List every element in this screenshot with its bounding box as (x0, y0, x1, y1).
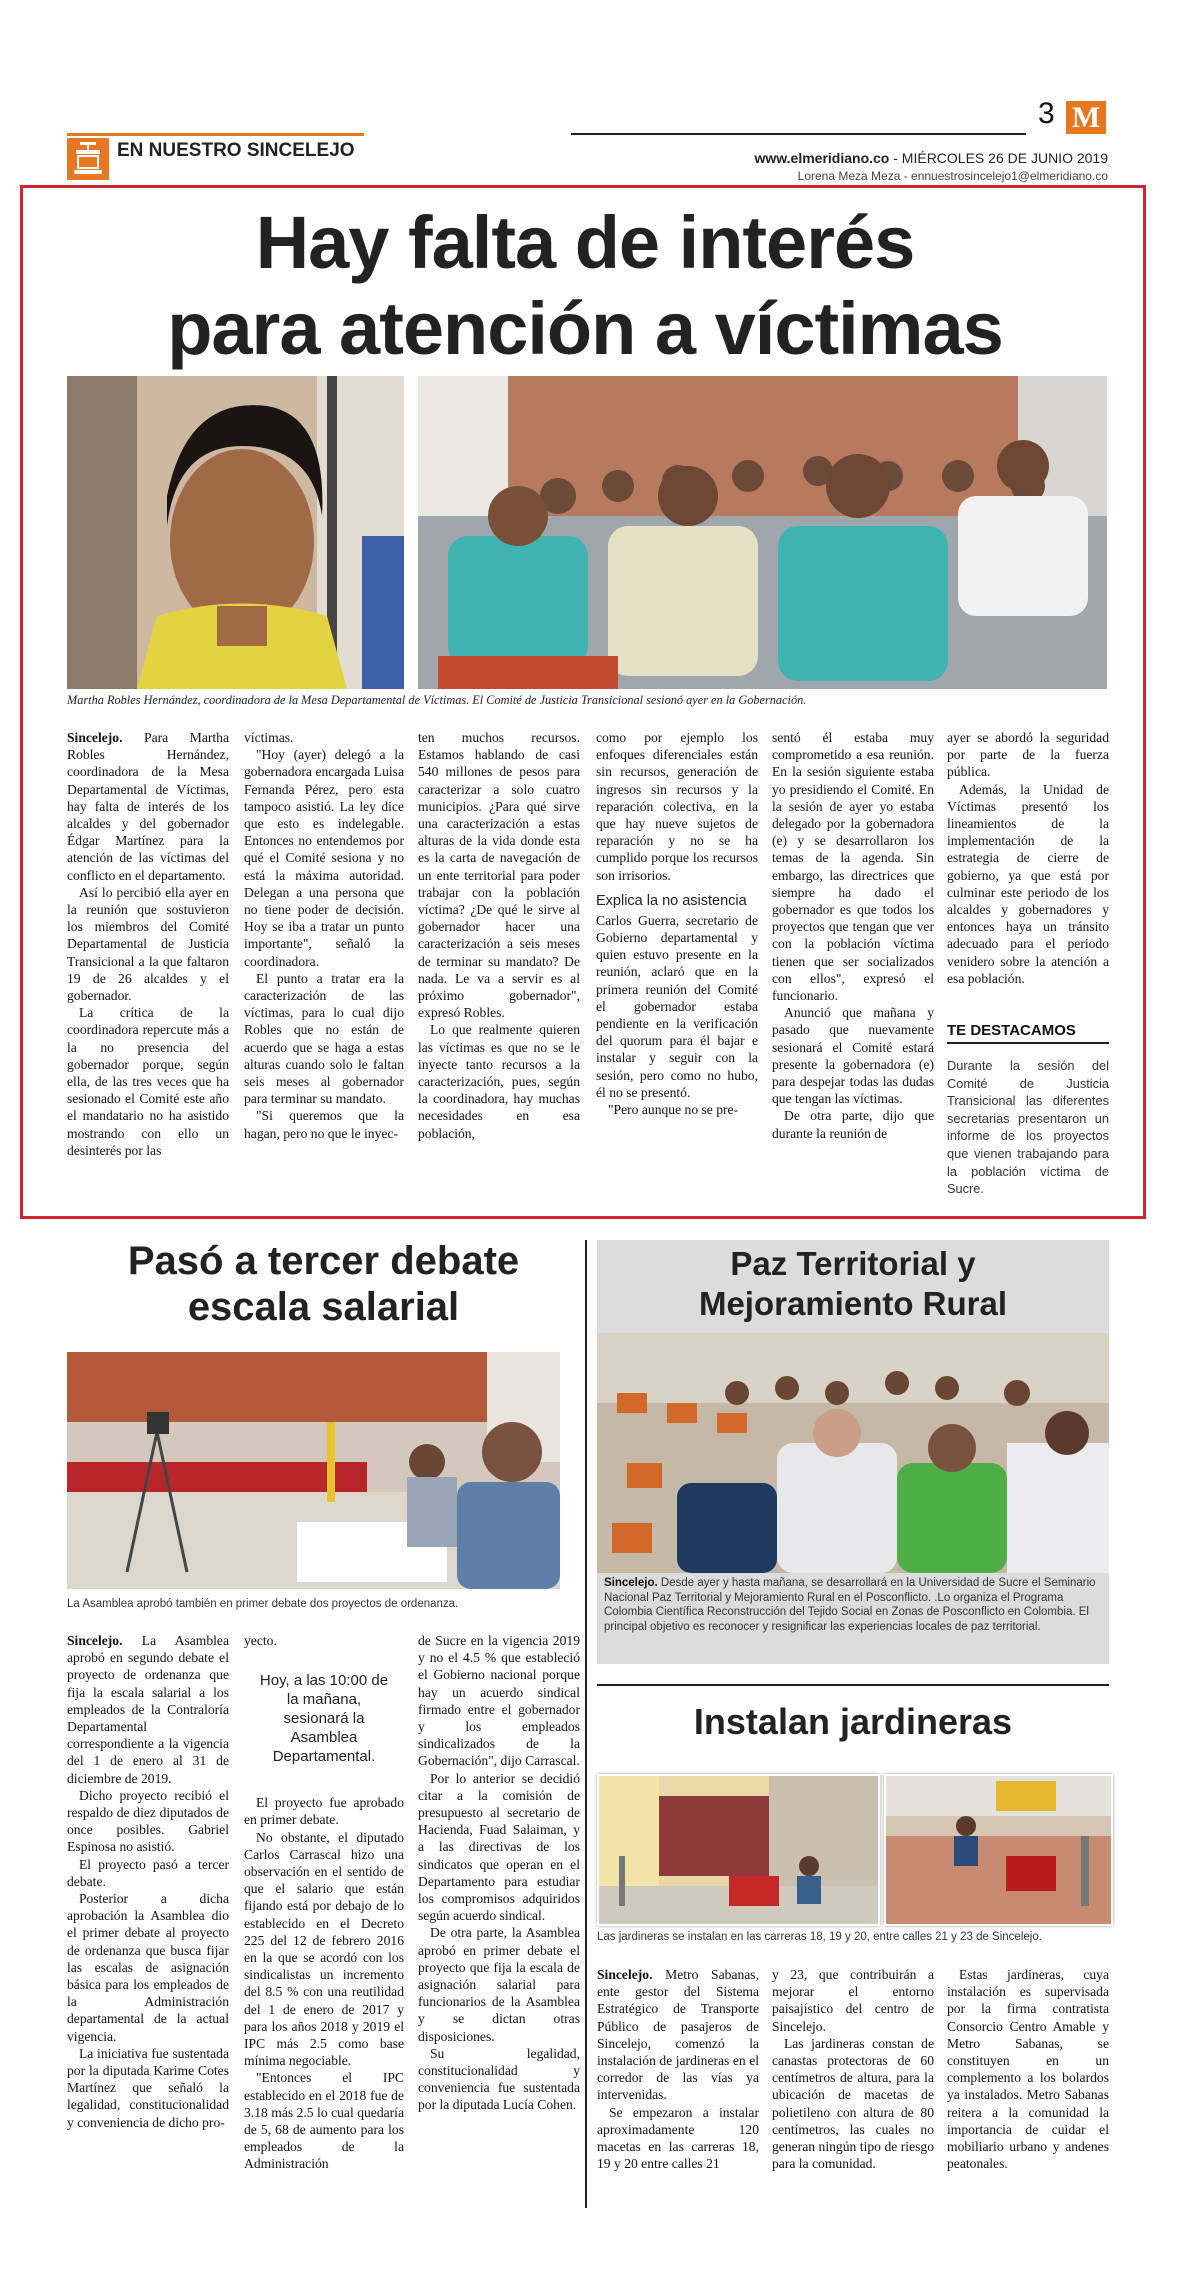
story4-col-3 (947, 1966, 1109, 2172)
main-col-1 (67, 729, 229, 1159)
story2-col3-p4: Su legalidad, constitucionalidad y conveniencia fue sustentada por la diputada Lucía Cohen. (418, 2045, 580, 2113)
story2-col-3 (418, 1632, 580, 2114)
section-bar (67, 133, 364, 136)
main-col2-p2: "Hoy (ayer) delegó a la gobernadora encargada Luisa Fernanda Pérez, pero esta tampoco asistió. La ley dice que esto es indelegable. Entonces no entendemos por qué el Comité sesiona y no está la máxima autoridad. Delegan a una persona que no tiene poder de decisión. Hoy se iba a tratar un punto importante", señaló la coordinadora. (244, 747, 404, 969)
story2-col3-p1: de Sucre en la vigencia 2019 y no el 4.5 % que estableció el Gobierno nacional porque hay un acuerdo sindical firmado entre el gobernador y los empleados sindicalizados de la Gobernación", dijo Carrascal. (418, 1633, 580, 1769)
story2-col-1 (67, 1632, 229, 2131)
byline: Lorena Meza Meza - ennuestrosincelejo1@elmeridiano.co (797, 169, 1108, 183)
date: - MIÉRCOLES 26 DE JUNIO 2019 (889, 150, 1108, 166)
highlight-text: Durante la sesión del Comité de Justicia Transicional las diferentes secretarias presentaron un informe de los proyectos que vienen trabajando para la población víctima de Sucre. (947, 1058, 1109, 1197)
story2-col2-p0: yecto. (244, 1633, 277, 1648)
story2-col3-p2: Por lo anterior se decidió citar a la comisión de presupuesto al secretario de Hacienda, Fuad Salaiman, y a las directivas de los sindicatos que operan en el Departamento para estudiar los compromisos adquiridos según acuerdo sindical. (418, 1770, 580, 1924)
story4-col1-p2: Se empezaron a instalar aproximadamente 120 macetas en las carreras 18, 19 y 20 entre calles 21 (597, 2104, 759, 2172)
story2-col2-p3: "Entonces el IPC establecido en el 2018 fue de 3.18 más 2.5 lo cual quedaría de 5, 68 de aumento para los empleados de la Administración (244, 2070, 404, 2172)
story4-col1-p1: Metro Sabanas, ente gestor del Sistema Estratégico de Transporte Público de pasajeros de Sincelejo, comenzó la instalación de jardineras en el corredor de las vías ya intervenidas. (597, 1967, 759, 2103)
main-col4-p1: como por ejemplo los enfoques diferenciales están sin recursos, generación de ingresos sin recursos y la reparación colectiva, en la que hay nueve sujetos de reparación y no se ha cumplido porque los recursos son irrisorios. (596, 730, 758, 883)
logo: M (1066, 101, 1106, 134)
main-headline-line1: Hay falta de interés (255, 201, 915, 284)
main-headline-line2: para atención a víctimas (167, 287, 1003, 370)
meeting-photo (418, 376, 1107, 689)
story3-caption-text: Desde ayer y hasta mañana, se desarrollará en la Universidad de Sucre el Seminario Nacional Paz Territorial y Mejoramiento Rural en el Posconflicto. .Lo organiza el Programa Colombia Científica Reconstrucción del Tejido Social en Zonas de Posconflicto en Colombia. El principal objetivo es reconocer y resignificar las experiencias locales de paz territorial. (604, 1577, 1096, 1633)
main-col5-p3: De otra parte, dijo que durante la reunión de (772, 1108, 934, 1141)
main-col2-p3: El punto a tratar era la caracterización de las víctimas, para lo cual dijo Robles que no están de acuerdo que se haga a estas alturas cuando solo le faltan seis meses al gobernador para terminar su mandato. (244, 970, 404, 1107)
story2-headline (67, 1238, 580, 1330)
main-col1-p2: Así lo percibió ella ayer en la reunión que sostuvieron los miembros del Comité Departamental de Justicia Transicional a la que faltaron 19 de 26 alcaldes y el gobernador. (67, 884, 229, 1004)
main-col6-p1: ayer se abordó la seguridad por parte de la fuerza pública. (947, 730, 1109, 780)
main-col4-p3: "Pero aunque no se pre- (608, 1102, 739, 1118)
story4-col3-p1: Estas jardineras, cuya instalación es supervisada por la firma contratista Consorcio Centro Amable y Metro Sabanas, se constituyen en un complemento a los bolardos ya instalados. Metro Sabanas reitera a la comunidad la importancia de cuidar el mobiliario urbano y andenes peatonales. (947, 1967, 1109, 2172)
main-col1-p3: La crítica de la coordinadora repercute más a la no presencia del gobernador porque, según ella, de las tres veces que ha sesionado el Comité este año el mandatario no ha asistido mostrando con ello un desinterés por las (67, 1005, 229, 1158)
story4-col-2 (772, 1966, 934, 2172)
story2-col-2 (244, 1632, 404, 2173)
main-col-2 (244, 729, 404, 1142)
planters-photo-1 (597, 1774, 880, 1926)
story3-headline (597, 1244, 1109, 1324)
main-col3-p2: Lo que realmente quieren las víctimas es que no se le inyecte tanto recursos a la caracterización, pues, según la coordinadora, hay muchas necesidades en esa población, (418, 1022, 580, 1141)
main-col5-p1: sentó él estaba muy comprometido a esa reunión. En la sesión siguiente estaba yo presidiendo el Comité. En la sesión de ayer yo estaba delegado por la gobernadora (e) y se desarrollaron los temas de la agenda. Sin embargo, las directrices que siempre ha dado el gobernador es que todos los proyectos que tengan que ver con la población víctima tienen que ser socializados con ellos", expresó el funcionario. (772, 730, 934, 1004)
story2-col1-p1: La Asamblea aprobó en segundo debate el proyecto de ordenanza que fija la escala salarial a los empleados de la Contraloría Departamental correspondiente a la vigencia del 1 de enero al 31 de diciembre de 2019. (67, 1633, 229, 1786)
story2-col1-p3: El proyecto pasó a tercer debate. (67, 1856, 229, 1889)
main-col5-p2: Anunció que mañana y pasado que nuevamente sesionará el Comité estará presente la gobernadora (e) para despejar todas las dudas que tengan las víctimas. (772, 1005, 934, 1107)
dateline-lead: Sincelejo. (67, 730, 123, 745)
story2-col2-p2: No obstante, el diputado Carlos Carrascal hizo una observación en el sentido de que el salario que están fijando está por debajo de lo establecido en el Decreto 225 del 12 de febrero 2016 en la que se acordó con los sindicalistas un incremento del 8.5 % con una reutilidad del 1 de enero de 2017 y para los años 2018 y 2019 el IPC más 2.5 como base mínima negociable. (244, 1829, 404, 2069)
story4-headline: Instalan jardineras (693, 1701, 1013, 1742)
assembly-photo (67, 1352, 560, 1589)
portrait-photo (67, 376, 404, 689)
main-col6-p2: Además, la Unidad de Víctimas presentó los lineamientos de la implementación de la estrategia de cierre de gobierno, ya que está por culminar este periodo de los alcaldes y gobernadores y entonces haya un tránsito adecuado para el periodo venidero sobre la atención a esa población. (947, 781, 1109, 986)
dateline (690, 150, 1108, 166)
main-col2-p1: víctimas. (244, 730, 294, 745)
story2-pullquote: Hoy, a las 10:00 de la mañana, sesionará la Asamblea Departamental. (259, 1672, 389, 1766)
story2-col2-p1: El proyecto fue aprobado en primer debate. (244, 1795, 404, 1828)
main-col3-p1: ten muchos recursos. Estamos hablando de casi 540 millones de pesos para caracterizar a solo cuatro municipios. ¿Para qué sirve una caracterización a estas alturas de la vida donde esta es la carta de navegación de un ente territorial para poder trabajar con la población víctima? ¿De qué le sirve al gobernador hacer una caracterización a seis meses de terminar su mandato? De nada. Le va a servir es al próximo gobernador", expresó Robles. (418, 730, 580, 1021)
story2-col1-p4: Posterior a dicha aprobación la Asamblea dio el primer debate al proyecto de ordenanza que busca fijar las escalas de asignación básica para los empleados de la Administración departamental de la actual vigencia. (67, 1891, 229, 2044)
story4-dateline: Sincelejo. (597, 1967, 653, 1982)
main-photo-caption: Martha Robles Hernández, coordinadora de la Mesa Departamental de Víctimas. El Comité de Justicia Transicional sesionó ayer en la Gobernación. (67, 693, 807, 707)
page-number: 3 (1038, 97, 1055, 130)
story4-col2-p2: Las jardineras constan de canastas protectoras de 60 centímetros de altura, para la ubicación de macetas de polietileno con altura de 80 centímetros, las cuales no generan ningún tipo de riesgo para la comunidad. (772, 2035, 934, 2172)
story4-col-1 (597, 1966, 759, 2172)
main-subhead: Explica la no asistencia (596, 892, 747, 909)
main-headline (40, 200, 1130, 372)
main-col4-p2: Carlos Guerra, secretario de Gobierno departamental y quien estuvo presente en la reunión, aclaró que en la primera reunión del Comité el gobernador estaba pendiente en la verificación del quorum para él bajar e instalar y seguir con la sesión, pero como no hubo, él no se presentó. (596, 912, 758, 1100)
story4-rule (597, 1684, 1109, 1686)
main-col1-p1: Para Martha Robles Hernández, coordinadora de la Mesa Departamental de Víctimas, hay falta de interés de los alcaldes y del gobernador Édgar Martínez para la atención de las víctimas del conflicto en el departamento. (67, 730, 229, 883)
website[interactable]: www.elmeridiano.co (754, 150, 890, 166)
story2-col1-p5: La iniciativa fue sustentada por la diputada Karime Cotes Martínez que señaló la legalidad, constitucionalidad y conveniencia de dicho pro- (67, 2045, 229, 2130)
seminar-photo (597, 1333, 1109, 1573)
planters-photo-2 (884, 1774, 1113, 1926)
story3-dateline: Sincelejo. (604, 1577, 658, 1589)
story4-col2-p1: y 23, que contribuirán a mejorar el entorno paisajístico del centro de Sincelejo. (772, 1967, 934, 2034)
highlight-title: TE DESTACAMOS (947, 1022, 1076, 1039)
column-divider (585, 1240, 587, 2208)
main-col-5 (772, 729, 934, 1142)
story3-headline-line2: Mejoramiento Rural (698, 1285, 1008, 1322)
story4-caption: Las jardineras se instalan en las carreras 18, 19 y 20, entre calles 21 y 23 de Sincelejo. (597, 1931, 1042, 1943)
story3-caption (604, 1576, 1104, 1634)
section-label: EN NUESTRO SINCELEJO (117, 140, 355, 161)
story2-dateline: Sincelejo. (67, 1633, 123, 1648)
main-col2-p4: "Si queremos que la hagan, pero no que le inyec- (244, 1108, 404, 1141)
story3-headline-line1: Paz Territorial y (730, 1245, 976, 1282)
building-icon (67, 138, 109, 180)
main-col-6 (947, 729, 1109, 987)
masthead-rule (571, 133, 1026, 135)
main-col-4 (596, 729, 758, 1118)
highlight-rule (947, 1042, 1109, 1044)
story2-caption: La Asamblea aprobó también en primer debate dos proyectos de ordenanza. (67, 1598, 459, 1610)
story2-col3-p3: De otra parte, la Asamblea aprobó en primer debate el proyecto que fija la escala de asignación salarial para funcionarios de la Asamblea y se dictan otras disposiciones. (418, 1925, 580, 2044)
story2-headline-line1: Pasó a tercer debate (127, 1239, 520, 1283)
story2-col1-p2: Dicho proyecto recibió el respaldo de diez diputados de once posibles. Gabriel Espinosa no asistió. (67, 1787, 229, 1855)
main-col-3 (418, 729, 580, 1142)
story2-headline-line2: escala salarial (187, 1285, 460, 1329)
